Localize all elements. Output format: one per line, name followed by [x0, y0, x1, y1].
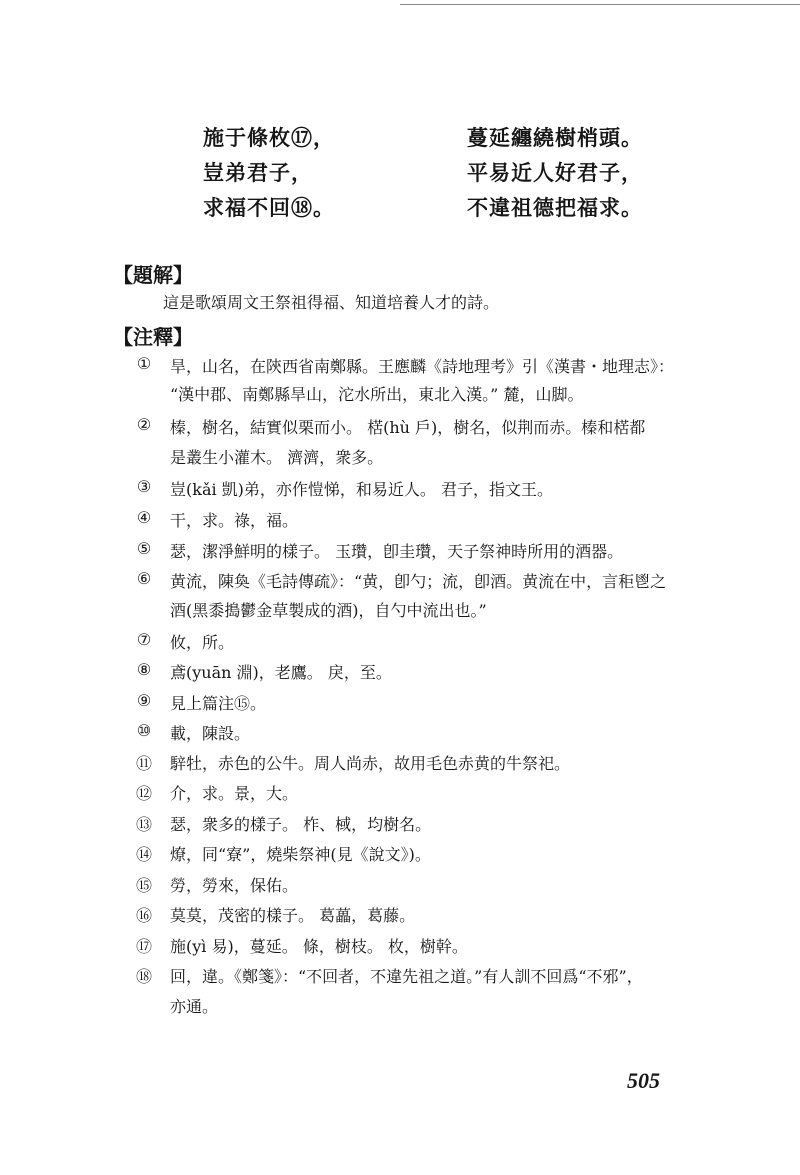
- note-text: 酒(黑黍搗鬱金草製成的酒)，自勺中流出也。”: [170, 601, 487, 620]
- note-number: ⑨: [136, 691, 152, 710]
- poem-line-3-original: 求福不回⑱。: [203, 195, 335, 220]
- note-number: ②: [136, 415, 152, 434]
- poem-line-2-original: 豈弟君子，: [203, 160, 313, 185]
- top-border-line: [400, 4, 800, 5]
- note-number: ⑪: [135, 754, 152, 773]
- note-number: ⑫: [135, 784, 152, 803]
- page-number: 505: [627, 1068, 660, 1093]
- note-number: ⑥: [136, 569, 152, 588]
- note-text: 載，陳設。: [170, 724, 251, 743]
- note-text: 介，求。景，大。: [170, 784, 299, 803]
- note-number: ⑭: [135, 845, 152, 864]
- note-number: ⑰: [135, 937, 152, 956]
- note-number: ⑱: [135, 967, 152, 986]
- explanation-text: 這是歌頌周文王祭祖得福、知道培養人才的詩。: [163, 293, 500, 312]
- note-number: ⑦: [136, 630, 152, 649]
- note-number: ③: [136, 477, 152, 496]
- note-number: ⑮: [135, 876, 152, 895]
- note-text: 施(yì 易)，蔓延。 條，樹枝。 枚，樹幹。: [170, 937, 468, 956]
- note-text: 是叢生小灌木。 濟濟，衆多。: [170, 448, 384, 467]
- poem-line-3-translation: 不違祖德把福求。: [467, 195, 643, 220]
- note-text: 亦通。: [170, 997, 219, 1016]
- note-number: ①: [136, 354, 152, 373]
- note-text: 干，求。祿，福。: [170, 511, 299, 530]
- note-number: ④: [136, 508, 152, 527]
- note-text: 燎，同“寮”，燒柴祭神(見《說文》)。: [170, 845, 431, 864]
- note-text: 見上篇注⑮。: [170, 694, 267, 713]
- poem-line-1-translation: 蔓延纏繞樹梢頭。: [467, 125, 643, 150]
- explanation-heading: 【題解】: [113, 263, 193, 287]
- note-text: 豈(kǎi 凱)弟，亦作愷悌，和易近人。 君子，指文王。: [170, 480, 554, 499]
- poem-line-2-translation: 平易近人好君子，: [467, 160, 643, 185]
- note-number: ⑯: [135, 906, 152, 925]
- note-text: 勞，勞來，保佑。: [170, 876, 299, 895]
- notes-heading: 【注釋】: [113, 325, 193, 349]
- note-text: 莫莫，茂密的樣子。 葛藟，葛藤。: [170, 906, 416, 925]
- note-text: 騂牡，赤色的公牛。周人尚赤，故用毛色赤黄的牛祭祀。: [170, 754, 571, 773]
- note-number: ⑤: [136, 539, 152, 558]
- note-text: 旱，山名，在陝西省南鄭縣。王應麟《詩地理考》引《漢書・地理志》：: [170, 357, 675, 376]
- note-text: 鳶(yuān 淵)，老鷹。 戾，至。: [170, 663, 392, 682]
- note-text: 瑟，衆多的樣子。 柞、棫，均樹名。: [170, 815, 432, 834]
- note-text: 攸，所。: [170, 633, 235, 652]
- note-text: 黄流，陳奐《毛詩傳疏》：“黄，卽勺；流，卽酒。黄流在中，言秬鬯之: [170, 572, 667, 591]
- note-text: 瑟，潔淨鮮明的樣子。 玉瓚，卽圭瓚，天子祭神時所用的酒器。: [170, 542, 624, 561]
- note-number: ⑩: [136, 721, 152, 740]
- note-text: 榛，樹名，結實似栗而小。 楛(hù 戶)，樹名，似荆而赤。榛和楛都: [170, 418, 646, 437]
- note-number: ⑧: [136, 660, 152, 679]
- note-number: ⑬: [135, 815, 152, 834]
- note-text: 回，違。《鄭箋》：“不回者，不違先祖之道。”有人訓不回爲“不邪”，: [170, 967, 643, 986]
- poem-line-1-original: 施于條枚⑰，: [203, 125, 335, 150]
- note-text: “漢中郡、南鄭縣旱山，沱水所出，東北入漢。” 麓，山脚。: [170, 385, 584, 404]
